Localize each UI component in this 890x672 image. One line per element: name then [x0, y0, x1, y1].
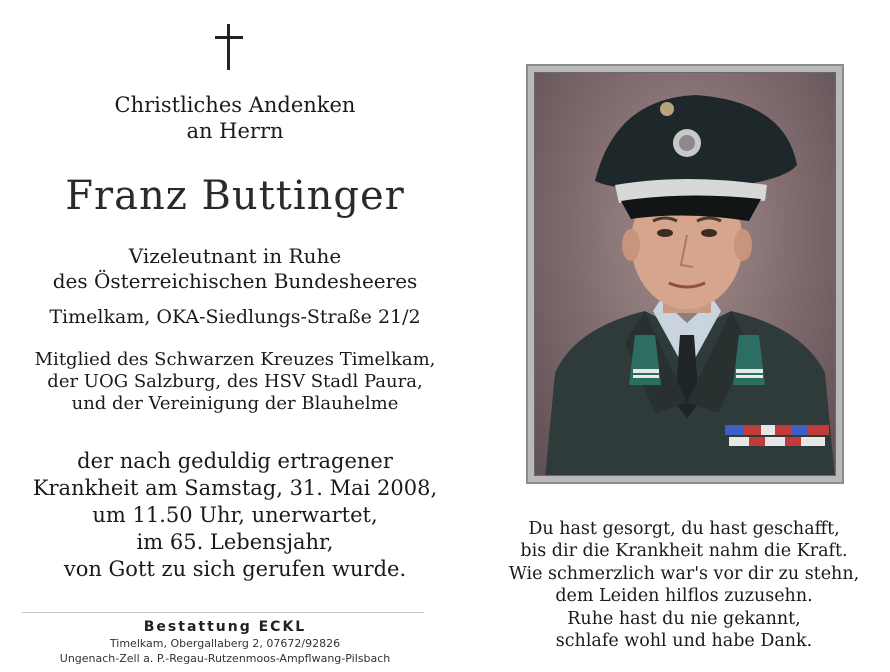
poem	[478, 518, 890, 652]
cross-icon	[213, 24, 245, 72]
portrait-frame	[526, 64, 844, 484]
death-notice-line: der nach geduldig ertragener	[77, 449, 393, 473]
membership-line: Mitglied des Schwarzen Kreuzes Timelkam,	[34, 349, 436, 370]
heading	[0, 92, 470, 144]
home-address: Timelkam, OKA-Siedlungs-Straße 21/2	[49, 306, 421, 328]
poem-line: Ruhe hast du nie gekannt,	[567, 608, 801, 629]
membership-line: und der Vereinigung der Blauhelme	[71, 393, 399, 414]
undertaker-name: Bestattung ECKL	[143, 619, 307, 635]
poem-line: Du hast gesorgt, du hast geschafft,	[528, 519, 840, 539]
portrait-photo	[534, 72, 836, 476]
death-notice-line: um 11.50 Uhr, unerwartet,	[92, 503, 378, 527]
poem-line: dem Leiden hilflos zuzusehn.	[555, 586, 813, 607]
death-notice-line: im 65. Lebensjahr,	[136, 530, 334, 554]
heading-line-1: Christliches Andenken	[114, 93, 356, 117]
death-notice-line: Krankheit am Samstag, 31. Mai 2008,	[32, 476, 438, 500]
deceased-name: Franz Buttinger	[65, 173, 405, 219]
death-notice	[0, 448, 470, 583]
portrait-illustration	[535, 73, 836, 476]
poem-line: Wie schmerzlich war's vor dir zu stehn,	[508, 563, 860, 584]
death-notice-line: von Gott zu sich gerufen wurde.	[63, 557, 407, 581]
poem-line: bis dir die Krankheit nahm die Kraft.	[520, 541, 848, 562]
poem-line: schlafe wohl und habe Dank.	[555, 631, 813, 652]
rank	[0, 244, 470, 294]
rank-line-2: des Österreichischen Bundesheeres	[52, 269, 418, 293]
membership-line: der UOG Salzburg, des HSV Stadl Paura,	[47, 371, 423, 392]
rank-line-1: Vizeleutnant in Ruhe	[128, 244, 342, 268]
footer-divider	[22, 612, 424, 613]
memberships	[0, 349, 470, 415]
heading-line-2: an Herrn	[186, 119, 284, 143]
undertaker-places: Ungenach-Zell a. P.-Regau-Rutzenmoos-Ampflwang-Pilsbach	[59, 652, 391, 665]
undertaker-address: Timelkam, Obergallaberg 2, 07672/92826	[109, 637, 341, 650]
